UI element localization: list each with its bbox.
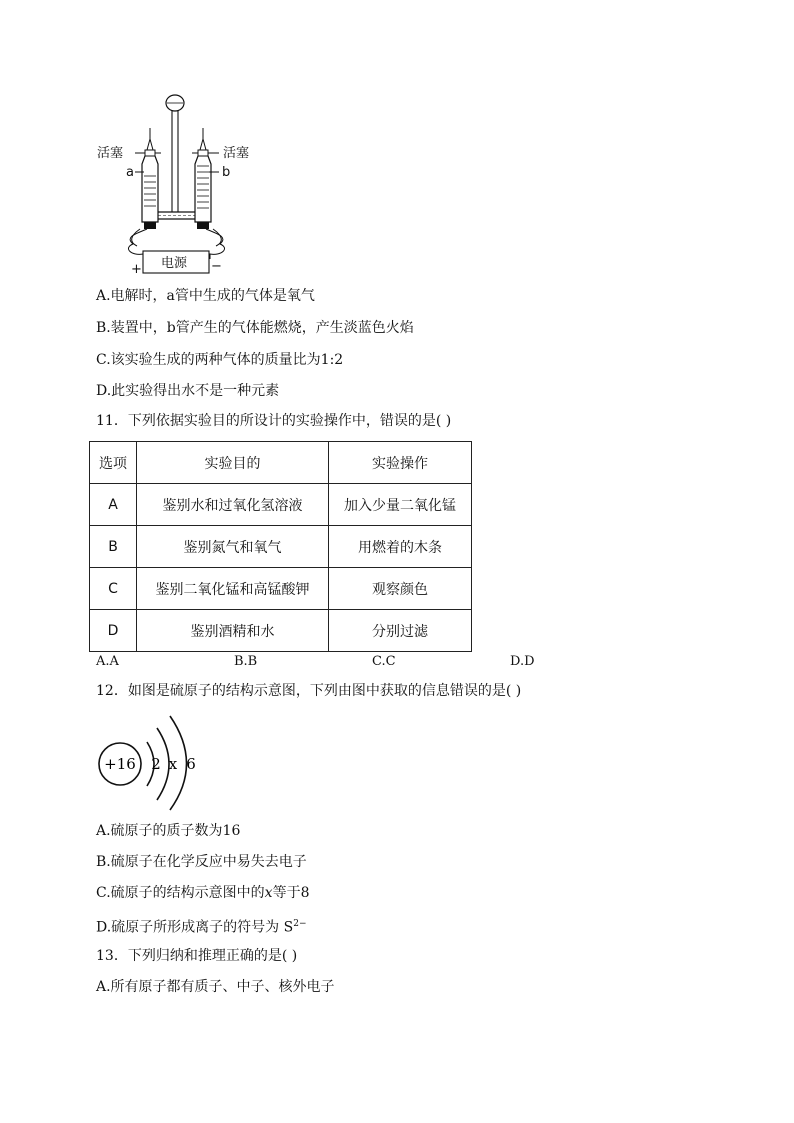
ion-charge: 2− (293, 919, 307, 929)
q12-question: 12．如图是硫原子的结构示意图，下列由图中获取的信息错误的是( ) (96, 683, 522, 699)
table-cell: 鉴别酒精和水 (137, 610, 329, 652)
q12-option-d (96, 915, 307, 937)
tube-a-label: a (126, 165, 134, 180)
valve-right-label: 活塞 (223, 146, 250, 161)
q11-choice-d: D.D (510, 654, 535, 669)
negative-terminal-label: − (211, 259, 222, 274)
table-header-cell: 实验目的 (137, 442, 329, 484)
q11-choice-c: C.C (372, 654, 396, 669)
table-header-cell: 实验操作 (329, 442, 472, 484)
q11-choice-a: A.A (96, 654, 119, 669)
q10-option-b: B.装置中，b管产生的气体能燃烧，产生淡蓝色火焰 (96, 320, 414, 336)
table-cell: C (90, 568, 137, 610)
q10-option-a: A.电解时，a管中生成的气体是氧气 (96, 288, 315, 304)
nucleus-charge: +16 (104, 755, 136, 773)
q10-option-c: C.该实验生成的两种气体的质量比为1:2 (96, 352, 344, 368)
electrolysis-apparatus-diagram (95, 92, 265, 277)
q12-option-b: B.硫原子在化学反应中易失去电子 (96, 854, 307, 870)
q11-choice-b: B.B (234, 654, 258, 669)
q12-option-c-suffix: 等于8 (272, 885, 310, 901)
table-cell: 用燃着的木条 (329, 526, 472, 568)
table-row (90, 484, 472, 526)
table-cell: 鉴别二氧化锰和高锰酸钾 (137, 568, 329, 610)
sulfur-atom-structure-diagram (95, 712, 205, 812)
variable-x: x (264, 885, 273, 901)
valve-left-label: 活塞 (97, 146, 124, 161)
shell-1-electrons: 2 (151, 755, 161, 773)
table-cell: 观察颜色 (329, 568, 472, 610)
q13-question: 13．下列归纳和推理正确的是( ) (96, 948, 298, 964)
table-header-cell: 选项 (90, 442, 137, 484)
table-cell: 鉴别氮气和氧气 (137, 526, 329, 568)
q13-option-a: A.所有原子都有质子、中子、核外电子 (96, 979, 335, 995)
q11-question: 11．下列依据实验目的所设计的实验操作中，错误的是( ) (96, 413, 452, 429)
q12-option-c (96, 884, 310, 902)
shell-3-electrons: 6 (186, 755, 196, 773)
power-source-label: 电源 (161, 256, 188, 271)
table-row (90, 526, 472, 568)
positive-terminal-label: + (131, 262, 142, 277)
table-row (90, 610, 472, 652)
table-row (90, 568, 472, 610)
tube-b-label: b (222, 165, 231, 180)
shell-2-electrons: x (168, 755, 178, 773)
table-header-row (90, 442, 472, 484)
table-cell: 分别过滤 (329, 610, 472, 652)
q12-option-c-prefix: C.硫原子的结构示意图中的 (96, 885, 265, 901)
table-cell: 加入少量二氧化锰 (329, 484, 472, 526)
table-cell: A (90, 484, 137, 526)
table-cell: 鉴别水和过氧化氢溶液 (137, 484, 329, 526)
table-cell: B (90, 526, 137, 568)
q12-option-a: A.硫原子的质子数为16 (96, 823, 241, 839)
q12-option-d-prefix: D.硫原子所形成离子的符号为 S (96, 919, 294, 936)
q10-option-d: D.此实验得出水不是一种元素 (96, 383, 280, 399)
q11-table (89, 441, 472, 652)
table-cell: D (90, 610, 137, 652)
